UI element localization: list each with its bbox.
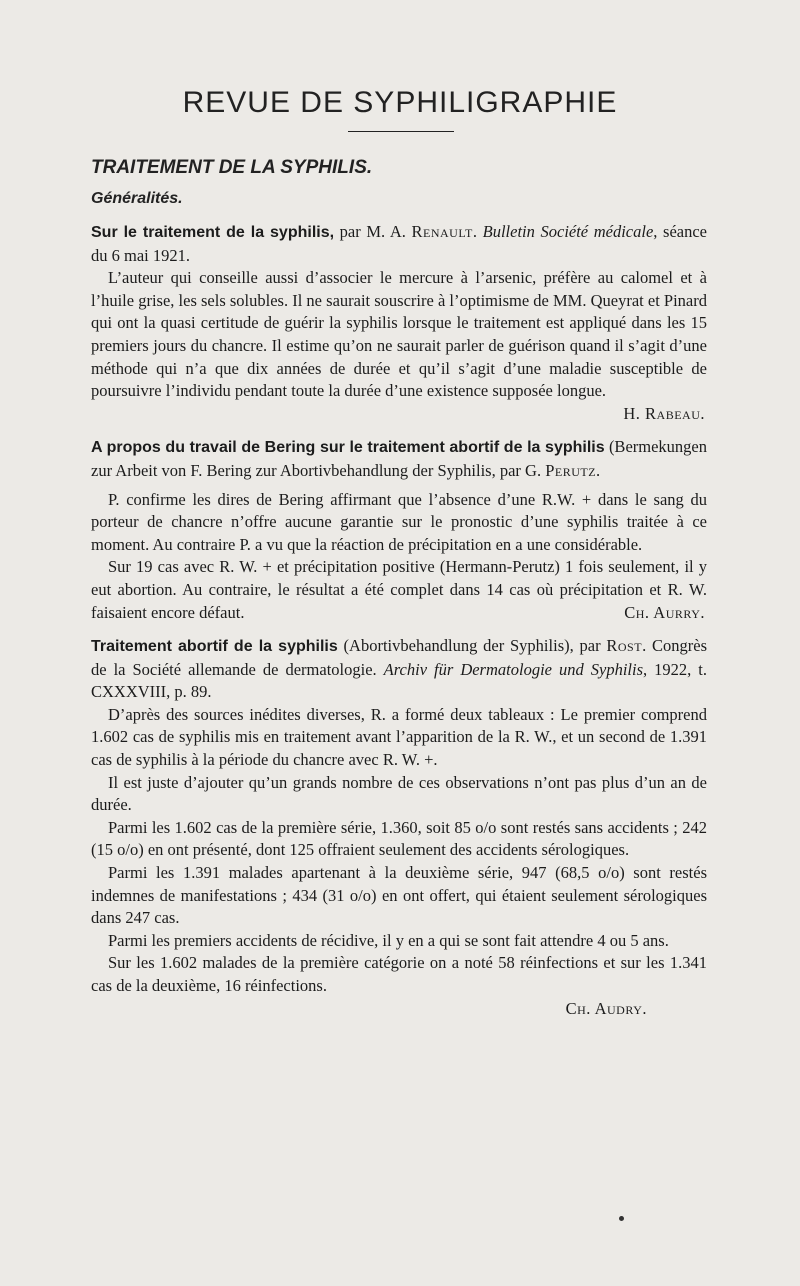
article-heading: A propos du travail de Bering sur le traitement abortif de la syphilis	[91, 439, 605, 457]
article-citation: A propos du travail de Bering sur le traitement abortif de la syphilis (Bermekungen zur Arbeit von F. Bering zur Abortivbehandlung der Syphilis, par G. Perutz.	[91, 437, 707, 480]
citation-journal: Archiv für Dermatologie und Syphilis	[383, 659, 643, 679]
article-body	[91, 221, 707, 1020]
paragraph: P. confirme les dires de Bering affirmant que l’absence d’une R.W. + dans le sang du porteur de chancre n’offre aucune garantie sur le pronostic d’une syphilis traitée à ce moment. Au contraire P. a vu que la réaction de précipitation en a une considérable.	[91, 489, 707, 554]
paragraph: Sur les 1.602 malades de la première catégorie on a noté 58 réinfections et sur les 1.341 cas de la deuxième, 16 réinfections.	[91, 953, 707, 995]
citation-author: Perutz	[545, 460, 597, 480]
article-heading: Sur le traitement de la syphilis,	[91, 224, 335, 241]
citation-author: Renault	[411, 222, 473, 241]
signature: H. Rabeau.	[623, 403, 705, 423]
article-citation: Sur le traitement de la syphilis, par M. A. Renault. Bulletin Société médicale, séance du 6 mai 1921.	[91, 222, 707, 265]
paragraph: Parmi les 1.391 malades apartenant à la deuxième série, 947 (68,5 o/o) sont restés indemnes de manifestations ; 434 (31 o/o) en ont offert, qui étaient seulement sérologiques dans 247 cas.	[91, 863, 707, 928]
paragraph: Parmi les 1.602 cas de la première série, 1.360, soit 85 o/o sont restés sans accidents ; 242 (15 o/o) en ont présenté, dont 125 offraient seulement des accidents sérologiques.	[91, 817, 707, 860]
section-title: TRAITEMENT DE LA SYPHILIS.	[91, 157, 373, 178]
article	[91, 221, 707, 425]
paragraph: Parmi les premiers accidents de récidive, il y en a qui se sont fait attendre 4 ou 5 ans.	[108, 930, 669, 950]
paragraph: Il est juste d’ajouter qu’un grands nombre de ces observations n’ont pas plus d’un an de durée.	[91, 772, 707, 815]
journal-title: REVUE DE SYPHILIGRAPHIE	[182, 86, 618, 119]
paragraph: D’après des sources inédites diverses, R. a formé deux tableaux : Le premier comprend 1.602 cas de syphilis mis en traitement avant l’apparition de la R. W., et un second de 1.391 cas de syphilis à la période du chancre avec R. W. +.	[91, 704, 707, 770]
subsection-title: Généralités.	[91, 190, 183, 207]
ink-dot	[619, 1216, 624, 1221]
article	[91, 635, 707, 1020]
signature: Ch. Aurry.	[624, 602, 705, 622]
citation-journal: Bulletin Société médicale	[482, 222, 654, 241]
paragraph: Sur 19 cas avec R. W. + et précipitation positive (Hermann-Perutz) 1 fois seulement, il y eut abortion. Au contraire, le résultat a été complet dans 14 cas où précipitation et R. W. faisaient encore défaut.	[91, 557, 707, 622]
paragraph: L’auteur qui conseille aussi d’associer le mercure à l’arsenic, préfère au calomel et à l’huile grise, les sels solubles. Il ne saurait souscrire à l’optimisme de MM. Queyrat et Pinard qui ont la quasi certitude de guérir la syphilis lorsque le traitement est appliqué dans les 15 premiers jours du chancre. Il estime qu’on ne saurait parler de guérison quand il s’agit d’une méthode qui n’a que dix années de durée et qu’il s’agit d’une maladie susceptible de poursuivre l’individu pendant toute la durée d’une existence supposée longue.	[91, 268, 707, 401]
article-heading: Traitement abortif de la syphilis	[91, 638, 338, 656]
signature: Ch. Audry.	[565, 998, 647, 1018]
article-citation: Traitement abortif de la syphilis (Abortivbehandlung der Syphilis), par Rost. Congrès de la Société allemande de dermatologie. Archiv für Dermatologie und Syphilis, 1922, t. CXXXVIII, p. 89.	[91, 636, 707, 702]
citation-author: Rost	[606, 636, 643, 656]
article	[91, 436, 707, 624]
title-rule	[348, 131, 454, 132]
